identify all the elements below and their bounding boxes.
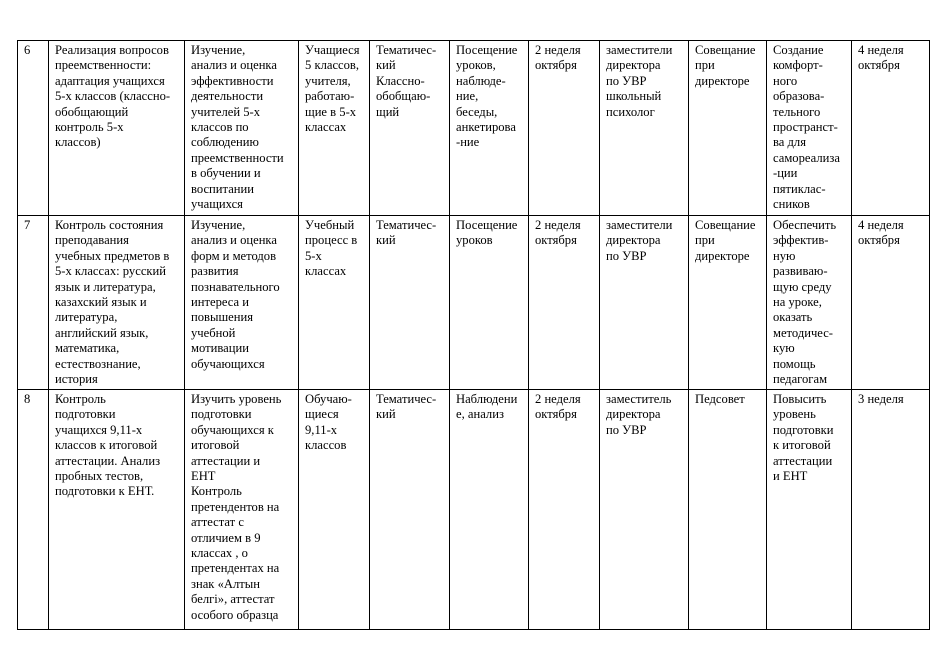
cell-line: 5-х классов (классно- [55, 89, 171, 104]
cell-deadline [852, 390, 930, 630]
cell-line: повышения [191, 310, 254, 325]
cell-line: особого образца [191, 607, 279, 622]
cell-line: учебных предметов в [55, 248, 170, 263]
cell-line: преподавания [55, 233, 129, 248]
cell-line: 4 неделя [858, 218, 904, 232]
cell-line: история [55, 372, 98, 387]
cell-line: учебной [191, 325, 236, 340]
cell-line: комфорт- [773, 58, 823, 73]
cell-line: кую [773, 341, 795, 356]
cell-line: математика, [55, 341, 120, 356]
cell-num: 7 [18, 216, 49, 390]
cell-line: учащихся 9,11-х [55, 422, 143, 437]
cell-line: обучающихся к [191, 422, 274, 437]
cell-method [450, 390, 529, 630]
cell-line: -ции [773, 166, 798, 181]
cell-line: при [695, 58, 715, 73]
cell-line: ного [773, 73, 798, 88]
cell-line: Контроль [55, 392, 106, 406]
cell-type [370, 390, 450, 630]
cell-line: 5 классов, [305, 58, 360, 73]
cell-line: уроков [456, 233, 493, 248]
cell-line: развития [191, 264, 239, 279]
cell-line: октября [858, 233, 900, 248]
cell-line: Изучить уровень [191, 392, 282, 406]
cell-line: кий [376, 233, 396, 248]
cell-line: щую среду [773, 279, 832, 294]
cell-line: ЕНТ [191, 469, 216, 484]
cell-type [370, 41, 450, 216]
cell-line: Контроль состояния [55, 218, 164, 232]
cell-line: аттестат с [191, 515, 244, 530]
cell-line: пробных тестов, [55, 469, 144, 484]
cell-line: Обучаю- [305, 392, 352, 406]
cell-line: язык и литература, [55, 279, 156, 294]
cell-line: Наблюдени [456, 392, 518, 406]
cell-line: Педсовет [695, 392, 745, 406]
cell-line: аттестации и [191, 453, 261, 468]
cell-line: подготовки [773, 422, 834, 437]
cell-line: английский язык, [55, 325, 149, 340]
cell-line: щиеся [305, 407, 339, 422]
cell-line: 2 неделя [535, 392, 581, 406]
cell-line: анализ и оценка [191, 58, 277, 73]
cell-num: 8 [18, 390, 49, 630]
cell-line: итоговой [191, 438, 240, 453]
cell-line: сников [773, 197, 810, 212]
cell-line: классов по [191, 120, 249, 135]
cell-line: тельного [773, 104, 821, 119]
cell-line: классах [305, 264, 347, 279]
cell-line: -ние [456, 135, 480, 150]
cell-line: учащихся [191, 197, 243, 212]
cell-line: Изучение, [191, 218, 246, 232]
cell-term [529, 216, 600, 390]
table-row [18, 41, 930, 216]
cell-line: и ЕНТ [773, 469, 808, 484]
cell-line: октября [858, 58, 900, 73]
cell-line: преемственности [191, 150, 284, 165]
table-row [18, 390, 930, 630]
cell-line: Совещание [695, 43, 756, 57]
cell-line: кий [376, 58, 396, 73]
cell-line: деятельности [191, 89, 264, 104]
cell-line: соблюдению [191, 135, 259, 150]
cell-line: 2 неделя [535, 218, 581, 232]
cell-line: Учащиеся [305, 43, 360, 57]
cell-goal [185, 216, 299, 390]
cell-type [370, 216, 450, 390]
cell-line: кий [376, 407, 396, 422]
cell-line: учителя, [305, 73, 351, 88]
cell-line: психолог [606, 104, 655, 119]
cell-line: анализ и оценка [191, 233, 277, 248]
cell-line: в обучении и [191, 166, 261, 181]
cell-line: ва для [773, 135, 807, 150]
cell-line: знак «Алтын [191, 576, 260, 591]
cell-decision [767, 216, 852, 390]
cell-line: отличием в 9 [191, 530, 261, 545]
cell-object [299, 41, 370, 216]
cell-topic [49, 216, 185, 390]
cell-line: образова- [773, 89, 825, 104]
cell-line: Изучение, [191, 43, 246, 57]
cell-review [689, 216, 767, 390]
cell-line: развиваю- [773, 264, 828, 279]
cell-num: 6 [18, 41, 49, 216]
cell-line: беседы, [456, 104, 498, 119]
cell-line: ную [773, 248, 796, 263]
cell-line: по УВР [606, 248, 647, 263]
cell-line: подготовки [55, 407, 116, 422]
cell-line: к итоговой [773, 438, 831, 453]
cell-object [299, 216, 370, 390]
cell-line: Тематичес- [376, 43, 437, 57]
cell-line: 4 неделя [858, 43, 904, 57]
cell-line: пространст- [773, 120, 838, 135]
cell-method [450, 41, 529, 216]
cell-topic [49, 41, 185, 216]
cell-line: школьный [606, 89, 662, 104]
cell-review [689, 41, 767, 216]
cell-line: классов) [55, 135, 101, 150]
cell-line: интереса и [191, 295, 249, 310]
cell-line: по УВР [606, 73, 647, 88]
cell-line: адаптация учащихся [55, 73, 165, 88]
cell-line: литература, [55, 310, 118, 325]
cell-line: преемственности: [55, 58, 152, 73]
cell-line: 2 неделя [535, 43, 581, 57]
cell-line: подготовки [191, 407, 252, 422]
cell-line: е, анализ [456, 407, 504, 422]
cell-method [450, 216, 529, 390]
control-plan-table [17, 40, 930, 630]
cell-line: октября [535, 407, 577, 422]
cell-line: Совещание [695, 218, 756, 232]
cell-line: методичес- [773, 325, 833, 340]
cell-line: классах , о [191, 546, 248, 561]
cell-term [529, 41, 600, 216]
cell-line: при [695, 233, 715, 248]
cell-review [689, 390, 767, 630]
cell-line: на уроке, [773, 295, 822, 310]
cell-line: контроль 5-х [55, 120, 124, 135]
cell-line: директоре [695, 73, 750, 88]
cell-line: Тематичес- [376, 218, 437, 232]
cell-line: классов [305, 438, 347, 453]
cell-line: Создание [773, 43, 824, 57]
cell-line: Контроль [191, 484, 242, 499]
cell-line: щий [376, 104, 400, 119]
cell-line: естествознание, [55, 356, 141, 371]
cell-line: обобщающий [55, 104, 129, 119]
cell-line: претендентов на [191, 499, 280, 514]
cell-line: Повысить [773, 392, 827, 406]
cell-goal [185, 41, 299, 216]
cell-line: оказать [773, 310, 813, 325]
cell-line: директора [606, 58, 661, 73]
cell-line: Обеспечить [773, 218, 837, 232]
cell-line: обучающихся [191, 356, 265, 371]
cell-responsible [600, 390, 689, 630]
cell-line: ние, [456, 89, 479, 104]
cell-line: уровень [773, 407, 816, 422]
cell-line: белгі», аттестат [191, 592, 275, 607]
cell-line: казахский язык и [55, 295, 147, 310]
cell-line: директора [606, 407, 661, 422]
cell-line: октября [535, 233, 577, 248]
cell-line: Классно- [376, 73, 425, 88]
cell-line: процесс в [305, 233, 358, 248]
cell-decision [767, 41, 852, 216]
cell-goal [185, 390, 299, 630]
cell-line: учителей 5-х [191, 104, 261, 119]
cell-line: познавательного [191, 279, 280, 294]
cell-line: эффектив- [773, 233, 829, 248]
cell-line: 3 неделя [858, 392, 904, 406]
cell-line: Реализация вопросов [55, 43, 169, 57]
cell-line: работаю- [305, 89, 355, 104]
cell-decision [767, 390, 852, 630]
cell-line: директора [606, 233, 661, 248]
cell-line: претендентах на [191, 561, 280, 576]
cell-topic [49, 390, 185, 630]
cell-line: классов к итоговой [55, 438, 158, 453]
cell-line: самореализа [773, 150, 840, 165]
cell-deadline [852, 41, 930, 216]
cell-line: эффективности [191, 73, 274, 88]
cell-line: заместители [606, 218, 673, 232]
control-plan-document [17, 40, 930, 630]
cell-line: мотивации [191, 341, 249, 356]
cell-line: форм и методов [191, 248, 277, 263]
cell-line: щие в 5-х [305, 104, 357, 119]
cell-line: наблюде- [456, 73, 506, 88]
table-body [18, 41, 930, 630]
cell-line: 5-х классах: русский [55, 264, 167, 279]
cell-line: аттестации. Анализ [55, 453, 161, 468]
cell-deadline [852, 216, 930, 390]
cell-line: подготовки к ЕНТ. [55, 484, 155, 499]
table-row [18, 216, 930, 390]
cell-line: октября [535, 58, 577, 73]
cell-line: 9,11-х [305, 422, 338, 437]
cell-line: Учебный [305, 218, 355, 232]
cell-line: пятиклас- [773, 181, 826, 196]
cell-line: 5-х [305, 248, 322, 263]
cell-line: по УВР [606, 422, 647, 437]
cell-responsible [600, 216, 689, 390]
cell-line: воспитании [191, 181, 255, 196]
cell-line: заместитель [606, 392, 672, 406]
cell-object [299, 390, 370, 630]
cell-line: Посещение [456, 218, 518, 232]
cell-line: обобщаю- [376, 89, 431, 104]
cell-line: Тематичес- [376, 392, 437, 406]
cell-line: помощь [773, 356, 816, 371]
cell-line: классах [305, 120, 347, 135]
cell-line: заместители [606, 43, 673, 57]
cell-line: уроков, [456, 58, 496, 73]
cell-line: директоре [695, 248, 750, 263]
cell-line: педагогам [773, 372, 828, 387]
cell-line: аттестации [773, 453, 833, 468]
cell-line: анкетирова [456, 120, 516, 135]
cell-term [529, 390, 600, 630]
cell-line: Посещение [456, 43, 518, 57]
cell-responsible [600, 41, 689, 216]
